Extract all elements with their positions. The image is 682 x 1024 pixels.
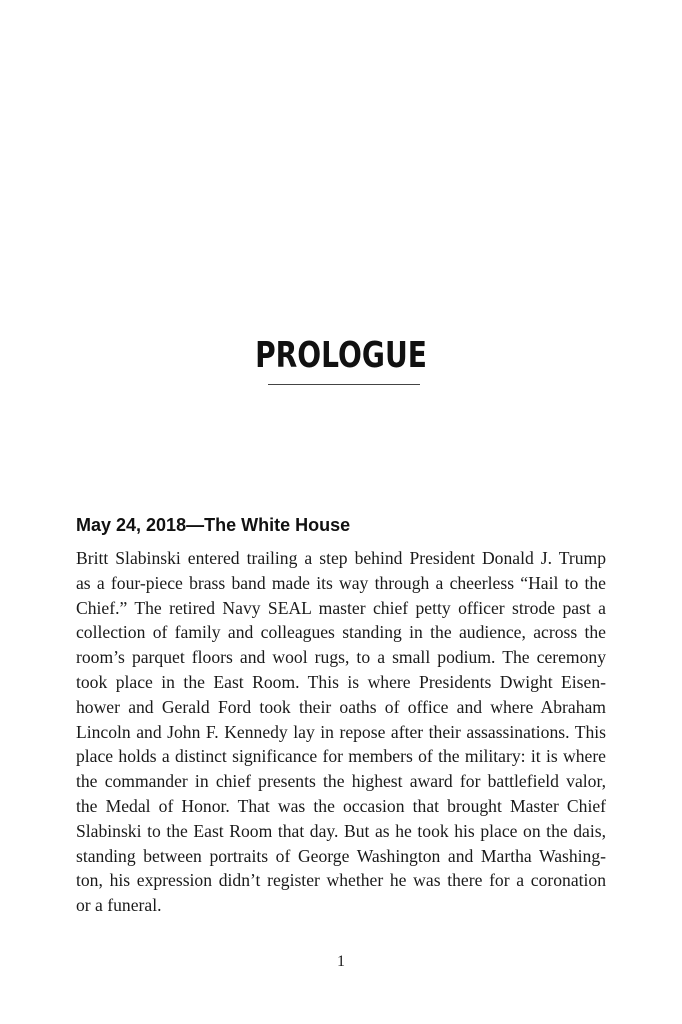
body-line: place holds a distinct significance for members of the military: it is where bbox=[76, 746, 606, 767]
body-line: Chief.” The retired Navy SEAL master chief petty officer strode past a bbox=[76, 597, 606, 618]
body-paragraph bbox=[76, 546, 606, 918]
body-line: ton, his expression didn’t register whether he was there for a coronation bbox=[76, 870, 606, 891]
body-line: or a funeral. bbox=[76, 895, 162, 916]
title-underline bbox=[268, 384, 420, 385]
body-line: as a four-piece brass band made its way through a cheerless “Hail to the bbox=[76, 572, 606, 593]
body-line: collection of family and colleagues standing in the audience, across the bbox=[76, 622, 606, 643]
body-line: hower and Gerald Ford took their oaths of office and where Abraham bbox=[76, 696, 606, 717]
body-line: Slabinski to the East Room that day. But as he took his place on the dais, bbox=[76, 820, 606, 841]
body-line: room’s parquet floors and wool rugs, to a small podium. The ceremony bbox=[76, 647, 606, 668]
body-line: the commander in chief presents the highest award for battlefield valor, bbox=[76, 771, 606, 792]
page-number: 1 bbox=[337, 953, 345, 970]
body-line: Britt Slabinski entered trailing a step behind President Donald J. Trump bbox=[76, 548, 606, 568]
section-heading: May 24, 2018—The White House bbox=[76, 515, 351, 535]
body-line: standing between portraits of George Washington and Martha Washing- bbox=[76, 845, 606, 866]
body-line: took place in the East Room. This is where Presidents Dwight Eisen- bbox=[76, 671, 606, 692]
chapter-title: PROLOGUE bbox=[255, 335, 427, 376]
body-line: the Medal of Honor. That was the occasion that brought Master Chief bbox=[76, 795, 606, 816]
body-line: Lincoln and John F. Kennedy lay in repose after their assassinations. This bbox=[76, 721, 606, 742]
